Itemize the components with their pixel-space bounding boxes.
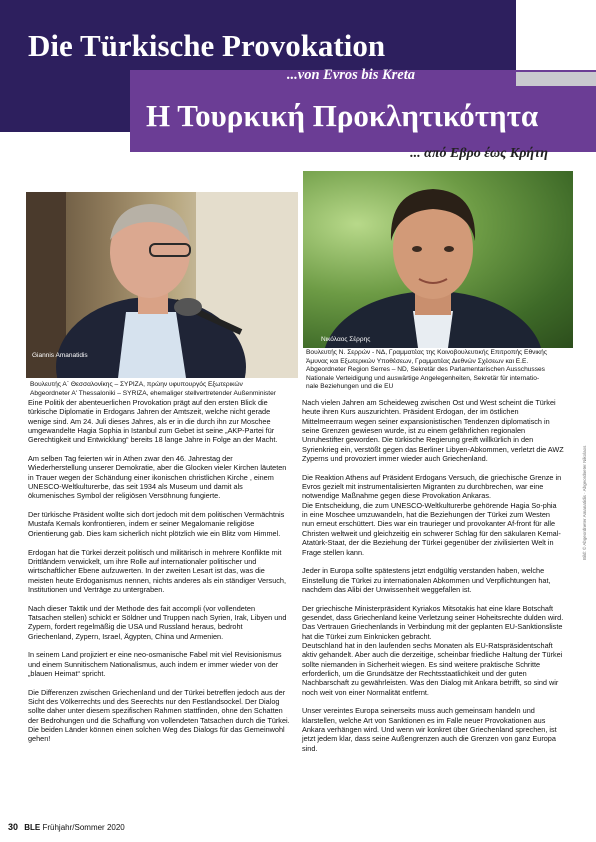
paragraph: Jeder in Europa sollte spätestens jetzt endgültig verstanden haben, welche Einstellung die Türkei zu internationalen Abkommen und Verpflichtungen hat, nachdem das Alibi der Unwissenheit weggefallen ist.: [302, 566, 551, 594]
caption-line: Abgeordneter A' Thessaloniki – SYRIZA, ehemaliger stellvertretender Außenminister: [30, 389, 276, 397]
article-column-left: [28, 398, 290, 753]
subtitle-greek: ... από Εβρο έως Κρήτη: [410, 146, 548, 161]
paragraph: Am selben Tag feierten wir in Athen zwar den 46. Jahrestag der Wiederherstellung unserer Demokratie, aber die Glocken vieler Kirchen läuteten in Trauer wegen der Schändung einer ikonischen christlichen Kirche , einem UNESCO-Weltkulturerbe, das seit 1934 als Museum und damit als ökumenisches Symbol der religiösen Versöhnung fungierte.: [28, 454, 287, 501]
photo-amanatidis: [26, 192, 298, 378]
paragraph: Unser vereintes Europa seinerseits muss auch gemeinsam handeln und klarstellen, welche Art von Sanktionen es im Falle neuer Provokationen aus Ankara verhängen wird. Und wenn wir konkret über Griechenland sprechen, ist jetzt jedem klar, dass seine Außengrenzen auch die Grenzen von ganz Europa sind.: [302, 706, 557, 753]
title-german: Die Türkische Provokation: [28, 28, 386, 63]
caption-line: Βουλευτής Ν. Σερρών - ΝΔ, Γραμματέας της Κοινοβουλευτικής Επιτροπής Εθνικής: [306, 349, 548, 356]
subtitle-german: ...von Evros bis Kreta: [286, 67, 415, 83]
paragraph: Der griechische Ministerpräsident Kyriakos Mitsotakis hat eine klare Botschaft gesendet, dass Griechenland keine Verletzung seiner Hoheitsrechte dulden wird. Das Vertrauen Griechenlands in Verbindung mit der geplanten EU-Sanktionsliste hat die Türkei zum Einknicken gebracht. Deutschland hat in den laufenden sechs Monaten als EU-Ratspräsidentschaft aktiv gehandelt. Aber auch die derzeitige, scheinbar friedliche Haltung der Türkei sollte niemanden in Sicherheit wiegen. Es sind weitere praktische Schritte erforderlich, um die Grundsätze der Rechtsstaatlichkeit und der guten Nachbarschaft zu gewährleisten. Was den Dialog mit Ankara betrifft, so sind wir noch weit von einer Normalität entfernt.: [302, 603, 564, 697]
speaker-illustration: [26, 192, 298, 378]
paragraph: In seinem Land projiziert er eine neo-osmanische Fabel mit viel Revisionismus und einem Sunnitischem Nationalismus, auch indem er immer wieder von der „blauen Heimat“ spricht.: [28, 650, 282, 678]
issue-label: Frühjahr/Sommer 2020: [42, 823, 125, 832]
paragraph: Nach vielen Jahren am Scheideweg zwischen Ost und West scheint die Türkei heute ihren Kurs auszurichten. Präsident Erdogan, der im östlichen Mittelmeerraum wegen seiner expansionistischen Tendenzen diplomatisch in seine Grenzen gewiesen wurde, ist zu einem gefährlichen regionalen Unruhestifter geworden. Die türkische Regierung greift willkürlich in den Syrienkrieg ein, verstößt gegen das Berliner Libyen-Abkommen, verletzt die AWZ Zyperns und provoziert immer wieder auch Griechenland.: [302, 398, 564, 464]
paragraph: Der türkische Präsident wollte sich dort jedoch mit dem politischen Vermächtnis Mustafa Kemals konfrontieren, indem er seiner Megalomanie religiöse Orientierung gab. Dies kam sicherlich nicht plötzlich wie ein Blitz vom Himmel.: [28, 510, 285, 538]
title-greek: Η Τουρκική Προκλητικότητα: [146, 98, 539, 133]
page-number: 30: [8, 822, 19, 832]
page-footer: [8, 822, 125, 832]
paragraph: Eine Politik der abenteuerlichen Provokation prägt auf den ersten Blick die türkische Diplomatie in Erdogans Jahren der Amtszeit, welche nicht gerade wenige sind. Am 24. Juli dieses Jahres, als er in die durch ihn zur Moschee umgewandelte Hagia Sophia in Istanbul zum Gebet ist seine „AKP-Partei für Gerechtigkeit und Entwicklung“ bereits 18 lange Jahre in Folge an der Macht.: [28, 398, 278, 445]
paragraph: Die Reaktion Athens auf Präsident Erdogans Versuch, die griechische Grenze in Evros gezielt mit instrumentalisierten Migranten zu durchbrechen, war eine notwendige Maßnahme gegen diese Provokation Ankaras. Die Entscheidung, die zum UNESCO-Weltkulturerbe gehörende Hagia So-phia in eine Moschee umzuwandeln, hat die Beziehungen der Türkei zum Westen nun erneut erschüttert. Dies war ein traurieger und provokanter Af-front für alle Christen weltweit und gleichzeitig ein schwerer Schlag für den säkularen Kemal-Atatürk-Staat, der die Beziehung der Türkei gegenüber der zivilisierten Welt in Frage stellen kann.: [302, 472, 562, 557]
paragraph: Die Differenzen zwischen Griechenland und der Türkei betreffen jedoch aus der Sicht des Völkerrechts und des Seerechts nur den Festlandsockel. Der Dialog sollte daher unter diesem spezifischen Rahmen stattfinden, ohne den Schatten der Bedrohungen und die Schaffung von vollendeten Tatsachen durch die Türkei. Die beiden Länder können einen solchen Weg des Dialogs für das Gemeinwohl gehen!: [28, 687, 290, 744]
caption-line: nale Beziehungen und die EU: [306, 383, 394, 390]
magazine-name: BLE: [24, 823, 41, 832]
caption-left: [30, 381, 310, 398]
side-image-credit: Bild: © Abgeordneter Amanatidis · Abgeordneter Nikolaos: [582, 445, 587, 560]
photo-serris: [303, 171, 573, 348]
caption-line: Άμυνας και Εξωτερικών Υποθέσεων, Γραμματέας Διεθνών Σχέσεων και Ε.Ε.: [306, 357, 529, 365]
caption-right: [306, 349, 576, 392]
photo-credit-left: Giannis Amanatidis: [32, 352, 88, 359]
header-band-accent: [516, 72, 596, 86]
caption-line: Nationale Verteidigung und auswärtige Angelegenheiten, Sekretär für internatio-: [306, 374, 540, 382]
paragraph: Nach dieser Taktik und der Methode des fait accompli (vor vollendeten Tatsachen stellen) schickt er Söldner und Truppen nach Syrien, Irak, Libyen und Zypern, fordert regelmäßig die USA und Russland heraus, bedroht Griechenland, Zypern, Israel, Ägypten, China und Armenien.: [28, 603, 287, 641]
article-column-right: [302, 398, 564, 762]
portrait-illustration: [303, 171, 573, 348]
caption-line: Βουλευτής Α΄ Θεσσαλονίκης – ΣΥΡΙΖΑ, πρώην υφυπουργός Εξωτερικών: [30, 381, 243, 388]
caption-line: Abgeordneter Region Serres – ND, Sekretär des Parlamentarischen Ausschusses: [306, 366, 545, 373]
photo-credit-right: Νικόλαος Σέρρης: [321, 336, 371, 343]
paragraph: Erdogan hat die Türkei derzeit politisch und militärisch in mehrere Konflikte mit Drittländern verwickelt, um ihre Rolle auf internationaler politischer und wirtschaftlicher Ebene aufzuwerten. In der zweiten Lesart ist das, was die meisten heute Erdoganismus nennen, nichts anderes als ein ständiger Versuch, Institutionen und Verträge zu untergraben.: [28, 547, 286, 594]
